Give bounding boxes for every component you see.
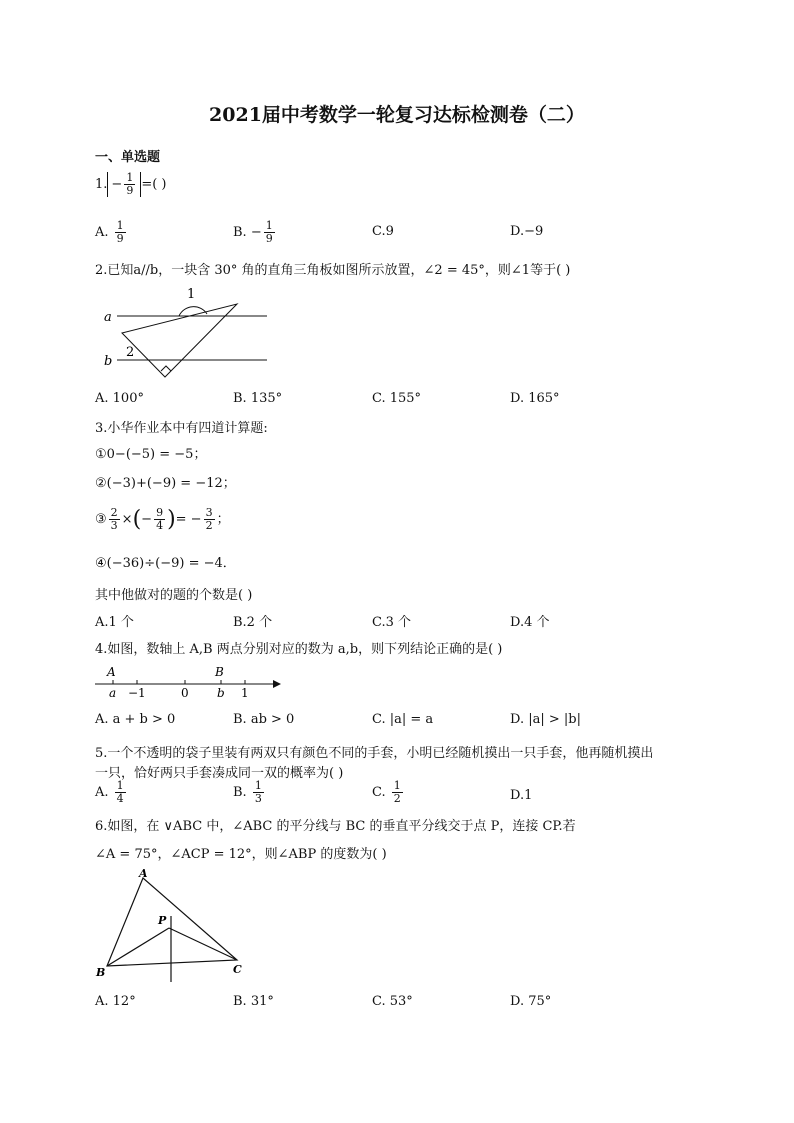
label-A: A — [139, 867, 148, 880]
q1-option-d: D.−9 — [510, 224, 544, 239]
question-2: 2.已知a//b，一块含 30° 角的直角三角板如图所示放置，∠2 = 45°，则∠1等于( ) — [95, 263, 571, 278]
q3-item-2: ②(−3)+(−9) = −12； — [95, 476, 236, 491]
label-1: 1 — [241, 686, 249, 700]
fraction: $\frac{3}{2}$ — [205, 506, 213, 532]
section-heading: 一、单选题 — [95, 150, 161, 165]
question-1: 1. − $\frac{1}{9}$ =( ) — [95, 171, 167, 197]
triangle-abc — [107, 878, 237, 966]
label-angle-2: 2 — [126, 345, 135, 360]
label-a: a — [109, 686, 117, 700]
q4-option-d: D. |a| > |b| — [510, 712, 581, 727]
question-4: 4.如图，数轴上 A,B 两点分别对应的数为 a,b，则下列结论正确的是( ) — [95, 642, 503, 657]
q3-option-b: B.2 个 — [233, 615, 273, 630]
point-B-label: B — [215, 665, 224, 679]
q2-option-d: D. 165° — [510, 391, 560, 406]
q6-option-a: A. 12° — [95, 994, 136, 1009]
q6-option-b: B. 31° — [233, 994, 274, 1009]
point-A-label: A — [107, 665, 116, 679]
q4-option-b: B. ab > 0 — [233, 712, 295, 727]
fraction: $\frac{2}{3}$ — [110, 506, 118, 532]
q5-option-a: A. $\frac{1}{4}$ — [95, 779, 124, 805]
q1-option-b: B. − $\frac{1}{9}$ — [233, 219, 273, 245]
question-3: 3.小华作业本中有四道计算题: — [95, 421, 268, 436]
axis-arrow — [273, 680, 281, 688]
fraction: $\frac{1}{9}$ — [116, 219, 124, 245]
q6-option-d: D. 75° — [510, 994, 552, 1009]
q3-item-3: ③ $\frac{2}{3}$ ×(− $\frac{9}{4}$ )= − $\frac{3}{2}$ ； — [95, 506, 230, 532]
paren-open: ( — [132, 507, 142, 532]
absolute-value: − $\frac{1}{9}$ — [107, 172, 141, 197]
segment-bp — [107, 928, 169, 966]
question-6-line-1: 6.如图，在 ∨ABC 中，∠ABC 的平分线与 BC 的垂直平分线交于点 P，连接 CP.若 — [95, 819, 576, 834]
q3-option-d: D.4 个 — [510, 615, 550, 630]
q4-option-c: C. |a| = a — [372, 712, 434, 727]
page-title: 2021届中考数学一轮复习达标检测卷（二） — [209, 104, 585, 126]
q2-option-a: A. 100° — [95, 391, 144, 406]
q1-option-a: A. $\frac{1}{9}$ — [95, 219, 124, 245]
question-5-line-1: 5.一个不透明的袋子里装有两双只有颜色不同的手套，小明已经随机摸出一只手套，他再随机摸出 — [95, 746, 654, 761]
label-angle-1: 1 — [187, 287, 196, 302]
label-0: 0 — [181, 686, 189, 700]
fraction: $\frac{1}{9}$ — [126, 171, 134, 197]
segment-cp — [169, 928, 237, 960]
q6-figure — [95, 866, 255, 984]
q3-option-c: C.3 个 — [372, 615, 412, 630]
label-C: C — [233, 963, 242, 976]
question-6-line-2: ∠A = 75°，∠ACP = 12°，则∠ABP 的度数为( ) — [95, 847, 387, 862]
question-5-line-2: 一只，恰好两只手套凑成同一双的概率为( ) — [95, 766, 344, 781]
q4-number-line — [95, 660, 285, 704]
q4-option-a: A. a + b > 0 — [95, 712, 176, 727]
q3-question: 其中他做对的题的个数是( ) — [95, 588, 253, 603]
q1-option-c: C.9 — [372, 224, 394, 239]
q5-option-b: B. $\frac{1}{3}$ — [233, 779, 262, 805]
fraction: $\frac{1}{3}$ — [254, 779, 262, 805]
paren-close: ) — [167, 507, 176, 532]
label-minus-1: −1 — [128, 686, 146, 700]
q3-option-a: A.1 个 — [95, 615, 134, 630]
q5-option-c: C. $\frac{1}{2}$ — [372, 779, 401, 805]
q3-item-4: ④(−36)÷(−9) = −4． — [95, 556, 236, 571]
q6-option-c: C. 53° — [372, 994, 413, 1009]
fraction: $\frac{1}{2}$ — [393, 779, 401, 805]
label-P: P — [158, 914, 167, 927]
label-a: a — [104, 310, 112, 325]
q2-option-b: B. 135° — [233, 391, 283, 406]
label-b: b — [217, 686, 225, 700]
fraction: $\frac{1}{4}$ — [116, 779, 124, 805]
q5-option-d: D.1 — [510, 788, 533, 803]
fraction: $\frac{9}{4}$ — [156, 506, 164, 532]
label-b: b — [104, 354, 113, 369]
q2-figure — [95, 280, 275, 380]
right-angle-mark — [161, 366, 171, 371]
fraction: $\frac{1}{9}$ — [265, 219, 273, 245]
q2-option-c: C. 155° — [372, 391, 422, 406]
q3-item-1: ①0−(−5) = −5； — [95, 447, 207, 462]
label-B: B — [96, 966, 106, 979]
